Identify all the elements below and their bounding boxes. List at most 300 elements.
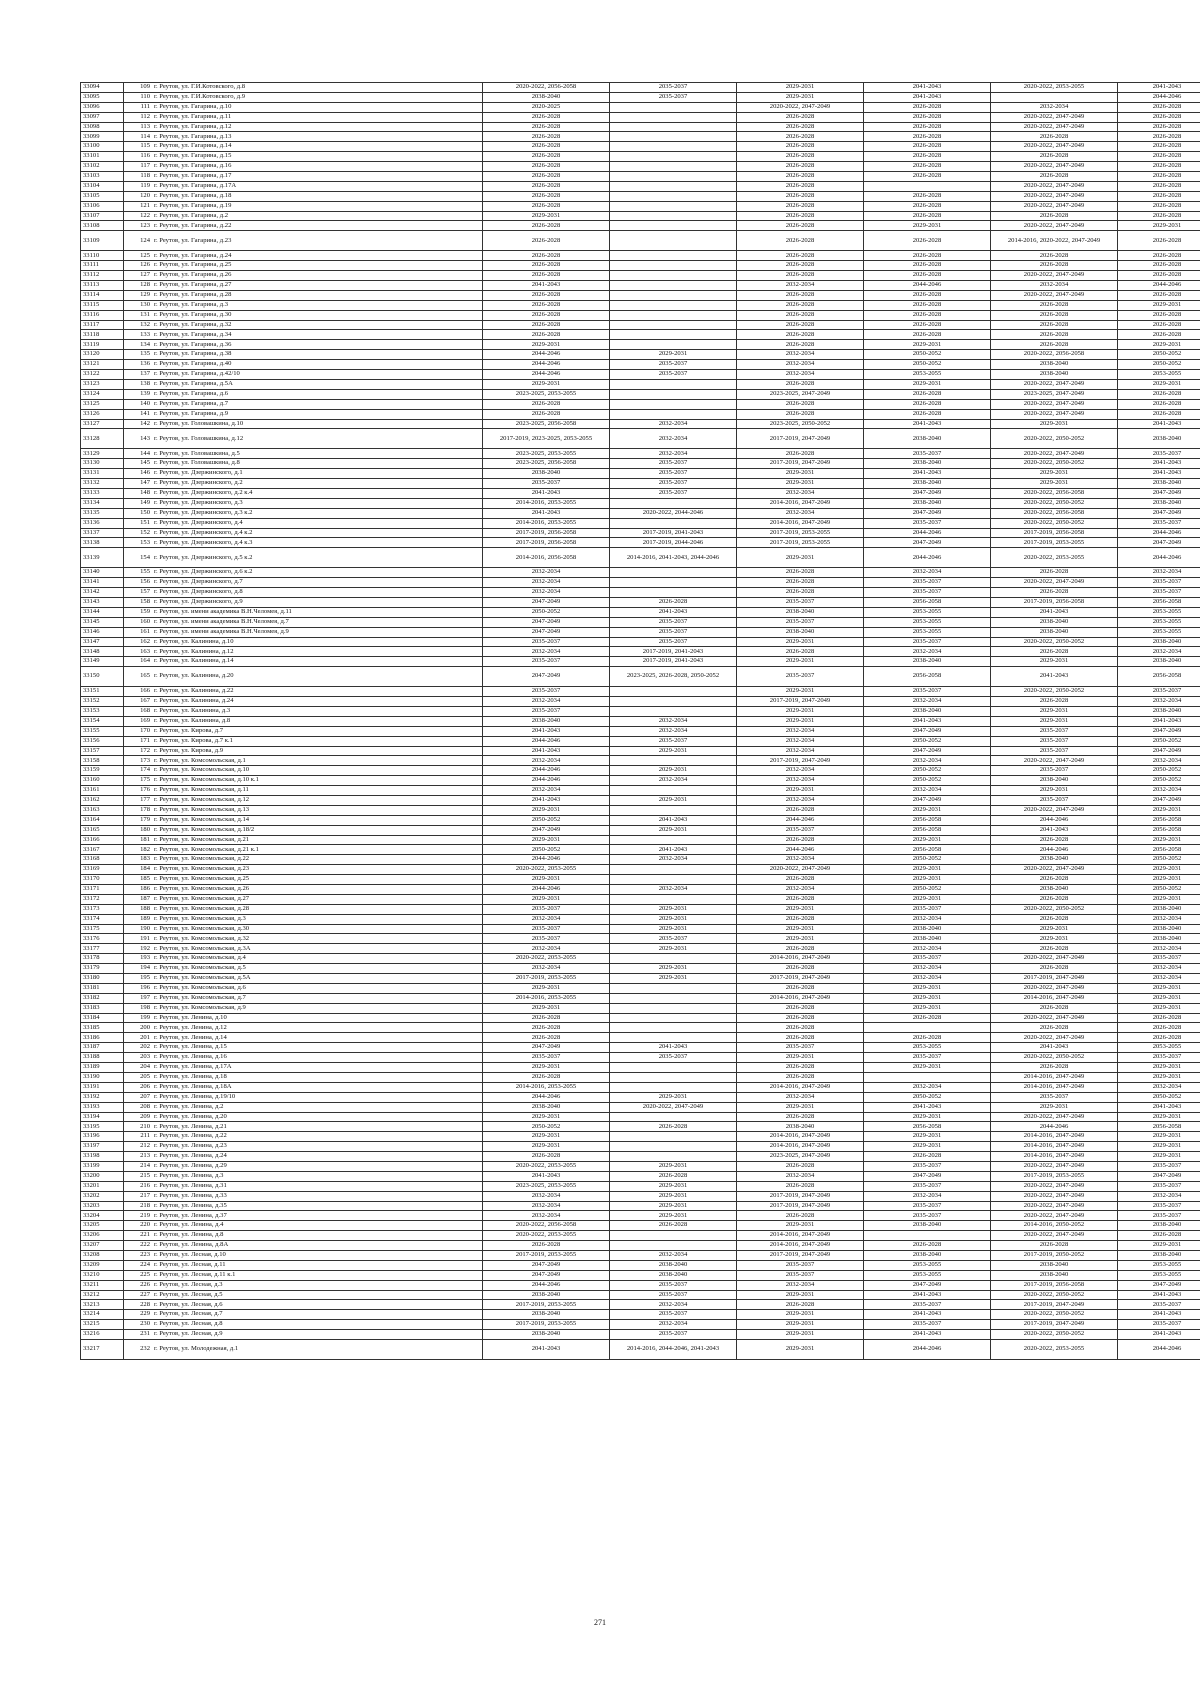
period-cell-5: 2020-2022, 2047-2049 [991,756,1118,766]
period-cell-4: 2053-2055 [864,1260,991,1270]
table-row [81,162,1200,172]
period-cell-3: 2032-2034 [737,281,864,291]
period-cell-3: 2026-2028 [737,875,864,885]
address-cell: г. Реутов, ул. Гагарина, д.32 [152,320,483,330]
row-id-cell: 33181 [81,983,124,993]
period-cell-6: 2032-2034 [1118,944,1200,954]
period-cell-2: 2032-2034 [610,885,737,895]
row-number-cell: 115 [124,142,153,152]
row-id-cell: 33159 [81,766,124,776]
row-id-cell: 33146 [81,627,124,637]
table-row [81,617,1200,627]
address-cell: г. Реутов, ул. Дзержинского, д.3 [152,498,483,508]
period-cell-6: 2050-2052 [1118,766,1200,776]
row-number-cell: 157 [124,588,153,598]
period-cell-1: 2032-2034 [483,1201,610,1211]
address-cell: г. Реутов, ул. Калинина, д.24 [152,697,483,707]
period-cell-6: 2053-2055 [1118,1260,1200,1270]
row-id-cell: 33205 [81,1221,124,1231]
address-cell: г. Реутов, ул. Комсомольская, д.11 [152,786,483,796]
row-number-cell: 201 [124,1033,153,1043]
period-cell-6: 2044-2046 [1118,548,1200,568]
row-number-cell: 187 [124,894,153,904]
period-cell-5: 2020-2022, 2056-2058 [991,350,1118,360]
row-number-cell: 203 [124,1053,153,1063]
table-row [81,796,1200,806]
address-cell: г. Реутов, ул. Гагарина, д.3 [152,300,483,310]
row-number-cell: 110 [124,92,153,102]
period-cell-2 [610,290,737,300]
period-cell-3: 2032-2034 [737,796,864,806]
period-cell-6: 2038-2040 [1118,706,1200,716]
table-row [81,528,1200,538]
row-number-cell: 148 [124,488,153,498]
period-cell-6: 2029-2031 [1118,875,1200,885]
period-cell-2: 2038-2040 [610,1270,737,1280]
address-cell: г. Реутов, ул. Гагарина, д.10 [152,102,483,112]
period-cell-5: 2029-2031 [991,1102,1118,1112]
row-id-cell: 33161 [81,786,124,796]
period-cell-1: 2017-2019, 2053-2055 [483,1300,610,1310]
row-number-cell: 164 [124,657,153,667]
row-number-cell: 194 [124,964,153,974]
period-cell-6: 2041-2043 [1118,716,1200,726]
row-number-cell: 218 [124,1201,153,1211]
address-cell: г. Реутов, ул. Гагарина, д.38 [152,350,483,360]
period-cell-4: 2035-2037 [864,687,991,697]
period-cell-1: 2032-2034 [483,578,610,588]
address-cell: г. Реутов, ул. Ленина, д.8 [152,1231,483,1241]
period-cell-4: 2044-2046 [864,548,991,568]
period-cell-5: 2038-2040 [991,885,1118,895]
address-cell: г. Реутов, ул. Комсомольская, д.32 [152,934,483,944]
table-row [81,607,1200,617]
period-cell-5: 2020-2022, 2047-2049 [991,112,1118,122]
row-id-cell: 33096 [81,102,124,112]
period-cell-4: 2056-2058 [864,1122,991,1132]
period-cell-2: 2032-2034 [610,1300,737,1310]
row-number-cell: 167 [124,697,153,707]
table-row [81,360,1200,370]
period-cell-3: 2026-2028 [737,1063,864,1073]
table-row [81,290,1200,300]
period-cell-2: 2032-2034 [610,429,737,449]
period-cell-5: 2014-2016, 2047-2049 [991,1132,1118,1142]
period-cell-1: 2032-2034 [483,588,610,598]
address-cell: г. Реутов, ул. Ленина, д.12 [152,1023,483,1033]
period-cell-1: 2026-2028 [483,162,610,172]
period-cell-5: 2020-2022, 2056-2058 [991,488,1118,498]
period-cell-5: 2026-2028 [991,944,1118,954]
period-cell-4: 2038-2040 [864,657,991,667]
period-cell-4: 2026-2028 [864,310,991,320]
period-cell-4: 2035-2037 [864,1320,991,1330]
table-row [81,756,1200,766]
address-cell: г. Реутов, ул. Комсомольская, д.21 [152,835,483,845]
address-cell: г. Реутов, ул. Лесная, д.7 [152,1310,483,1320]
period-cell-5: 2035-2037 [991,1092,1118,1102]
period-cell-1: 2023-2025, 2053-2055 [483,389,610,399]
period-cell-4: 2026-2028 [864,132,991,142]
period-cell-2 [610,379,737,389]
row-id-cell: 33149 [81,657,124,667]
period-cell-2: 2029-2031 [610,924,737,934]
period-cell-6: 2041-2043 [1118,1102,1200,1112]
row-number-cell: 220 [124,1221,153,1231]
address-cell: г. Реутов, ул. Гагарина, д.22 [152,221,483,231]
period-cell-6: 2053-2055 [1118,1270,1200,1280]
period-cell-4: 2029-2031 [864,983,991,993]
address-cell: г. Реутов, ул. Калинина, д.22 [152,687,483,697]
period-cell-1: 2026-2028 [483,251,610,261]
period-cell-4: 2041-2043 [864,83,991,93]
row-id-cell: 33099 [81,132,124,142]
period-cell-2: 2038-2040 [610,1260,737,1270]
period-cell-5: 2020-2022, 2047-2049 [991,954,1118,964]
period-cell-3: 2032-2034 [737,350,864,360]
period-cell-4: 2032-2034 [864,914,991,924]
period-cell-3: 2032-2034 [737,360,864,370]
table-row [81,548,1200,568]
row-id-cell: 33123 [81,379,124,389]
address-cell: г. Реутов, ул. Ленина, д.21 [152,1122,483,1132]
period-cell-4: 2026-2028 [864,112,991,122]
row-number-cell: 214 [124,1161,153,1171]
table-row [81,1102,1200,1112]
row-number-cell: 117 [124,162,153,172]
period-cell-4: 2026-2028 [864,1033,991,1043]
period-cell-3: 2014-2016, 2047-2049 [737,1132,864,1142]
period-cell-6: 2035-2037 [1118,1300,1200,1310]
period-cell-5: 2023-2025, 2047-2049 [991,389,1118,399]
period-cell-3: 2017-2019, 2047-2049 [737,1250,864,1260]
period-cell-4: 2032-2034 [864,974,991,984]
period-cell-4 [864,1072,991,1082]
row-id-cell: 33153 [81,706,124,716]
row-number-cell: 180 [124,825,153,835]
address-cell: г. Реутов, ул. Кирова, д.7 к.1 [152,736,483,746]
period-cell-3: 2017-2019, 2047-2049 [737,1201,864,1211]
table-row [81,488,1200,498]
period-cell-2 [610,261,737,271]
period-cell-2: 2014-2016, 2044-2046, 2041-2043 [610,1339,737,1359]
period-cell-1: 2029-2031 [483,1003,610,1013]
address-cell: г. Реутов, ул. Ленина, д.18 [152,1072,483,1082]
period-cell-1: 2035-2037 [483,637,610,647]
period-cell-6: 2050-2052 [1118,885,1200,895]
period-cell-5: 2041-2043 [991,667,1118,687]
period-cell-3: 2044-2046 [737,845,864,855]
row-number-cell: 121 [124,201,153,211]
period-cell-2 [610,588,737,598]
row-number-cell: 210 [124,1122,153,1132]
table-row [81,498,1200,508]
period-cell-5: 2020-2022, 2050-2052 [991,459,1118,469]
row-id-cell: 33126 [81,409,124,419]
table-row [81,389,1200,399]
row-id-cell: 33111 [81,261,124,271]
period-cell-4: 2050-2052 [864,1092,991,1102]
period-cell-5: 2020-2022, 2047-2049 [991,1112,1118,1122]
table-row [81,706,1200,716]
period-cell-2 [610,1112,737,1122]
row-id-cell: 33168 [81,855,124,865]
row-id-cell: 33151 [81,687,124,697]
row-id-cell: 33174 [81,914,124,924]
table-row [81,330,1200,340]
period-cell-6: 2029-2031 [1118,1063,1200,1073]
period-cell-1: 2023-2025, 2056-2058 [483,459,610,469]
period-cell-3: 2029-2031 [737,1102,864,1112]
period-cell-4: 2053-2055 [864,1270,991,1280]
period-cell-1: 2026-2028 [483,409,610,419]
period-cell-5: 2020-2022, 2047-2049 [991,1033,1118,1043]
row-id-cell: 33143 [81,597,124,607]
table-row [81,261,1200,271]
address-cell: г. Реутов, ул. Ленина, д.23 [152,1142,483,1152]
period-cell-4: 2032-2034 [864,647,991,657]
table-row [81,1280,1200,1290]
period-cell-3: 2026-2028 [737,1300,864,1310]
period-cell-1: 2026-2028 [483,290,610,300]
period-cell-3: 2014-2016, 2047-2049 [737,993,864,1003]
period-cell-3: 2032-2034 [737,736,864,746]
row-number-cell: 208 [124,1102,153,1112]
address-cell: г. Реутов, ул. Гагарина, д.24 [152,251,483,261]
row-id-cell: 33114 [81,290,124,300]
period-cell-6: 2035-2037 [1118,1320,1200,1330]
address-cell: г. Реутов, ул. Комсомольская, д.4 [152,954,483,964]
row-number-cell: 171 [124,736,153,746]
period-cell-4: 2029-2031 [864,894,991,904]
period-cell-5: 2038-2040 [991,617,1118,627]
row-number-cell: 197 [124,993,153,1003]
table-row [81,904,1200,914]
address-cell: г. Реутов, ул. Ленина, д.10 [152,1013,483,1023]
period-cell-2 [610,894,737,904]
period-cell-1: 2017-2019, 2053-2055 [483,974,610,984]
period-cell-6: 2053-2055 [1118,617,1200,627]
address-cell: г. Реутов, ул. Ленина, д.22 [152,1132,483,1142]
period-cell-3: 2029-2031 [737,469,864,479]
period-cell-3: 2029-2031 [737,786,864,796]
period-cell-3: 2035-2037 [737,617,864,627]
address-cell: г. Реутов, ул. Комсомольская, д.10 к.1 [152,776,483,786]
table-row [81,1241,1200,1251]
period-cell-4: 2026-2028 [864,1013,991,1023]
address-cell: г. Реутов, ул. Гагарина, д.36 [152,340,483,350]
period-cell-3: 2029-2031 [737,1290,864,1300]
row-number-cell: 140 [124,399,153,409]
address-cell: г. Реутов, ул. Головашкина, д.10 [152,419,483,429]
table-row [81,815,1200,825]
table-row [81,667,1200,687]
table-row [81,647,1200,657]
row-number-cell: 161 [124,627,153,637]
period-cell-5: 2017-2019, 2056-2058 [991,1280,1118,1290]
period-cell-2 [610,231,737,251]
table-row [81,112,1200,122]
row-id-cell: 33160 [81,776,124,786]
period-cell-6: 2029-2031 [1118,865,1200,875]
period-cell-1: 2026-2028 [483,1013,610,1023]
period-cell-1: 2026-2028 [483,399,610,409]
period-cell-2 [610,568,737,578]
period-cell-4: 2029-2031 [864,1132,991,1142]
table-row [81,172,1200,182]
period-cell-6: 2038-2040 [1118,1221,1200,1231]
period-cell-2 [610,142,737,152]
period-cell-1: 2026-2028 [483,122,610,132]
address-cell: г. Реутов, ул. Гагарина, д.19 [152,201,483,211]
period-cell-5: 2032-2034 [991,281,1118,291]
period-cell-3: 2032-2034 [737,855,864,865]
row-id-cell: 33216 [81,1330,124,1340]
period-cell-6: 2029-2031 [1118,340,1200,350]
table-row [81,934,1200,944]
period-cell-6: 2044-2046 [1118,1339,1200,1359]
period-cell-2 [610,706,737,716]
period-cell-4: 2029-2031 [864,1112,991,1122]
period-cell-6: 2044-2046 [1118,528,1200,538]
period-cell-5: 2020-2022, 2047-2049 [991,290,1118,300]
row-id-cell: 33208 [81,1250,124,1260]
row-id-cell: 33112 [81,271,124,281]
period-cell-1: 2029-2031 [483,805,610,815]
address-cell: г. Реутов, ул. имени академика В.Н.Челомея, д.11 [152,607,483,617]
address-cell: г. Реутов, ул. Калинина, д.10 [152,637,483,647]
row-id-cell: 33155 [81,726,124,736]
period-cell-3: 2026-2028 [737,1003,864,1013]
period-cell-1: 2044-2046 [483,766,610,776]
table-row [81,786,1200,796]
row-number-cell: 150 [124,508,153,518]
table-row [81,1250,1200,1260]
period-cell-5: 2020-2022, 2053-2055 [991,1339,1118,1359]
period-cell-3: 2029-2031 [737,687,864,697]
period-cell-2: 2035-2037 [610,459,737,469]
period-cell-2: 2035-2037 [610,1053,737,1063]
address-cell: г. Реутов, ул. Ленина, д.16 [152,1053,483,1063]
period-cell-2 [610,1082,737,1092]
period-cell-2 [610,201,737,211]
table-row [81,746,1200,756]
address-cell: г. Реутов, ул. Лесная, д.11 [152,1260,483,1270]
period-cell-5: 2026-2028 [991,340,1118,350]
period-cell-1: 2020-2022, 2056-2058 [483,1221,610,1231]
period-cell-3: 2026-2028 [737,201,864,211]
row-id-cell: 33194 [81,1112,124,1122]
period-cell-5: 2020-2022, 2050-2052 [991,1310,1118,1320]
row-number-cell: 111 [124,102,153,112]
period-cell-4: 2044-2046 [864,281,991,291]
table-row [81,964,1200,974]
period-cell-3: 2026-2028 [737,379,864,389]
period-cell-2 [610,310,737,320]
address-cell: г. Реутов, ул. Гагарина, д.12 [152,122,483,132]
period-cell-3: 2032-2034 [737,776,864,786]
address-cell: г. Реутов, ул. Гагарина, д.17А [152,181,483,191]
period-cell-6: 2047-2049 [1118,726,1200,736]
period-cell-2 [610,122,737,132]
row-number-cell: 151 [124,518,153,528]
period-cell-2: 2029-2031 [610,1201,737,1211]
period-cell-6: 2029-2031 [1118,993,1200,1003]
period-cell-4: 2053-2055 [864,1043,991,1053]
row-number-cell: 182 [124,845,153,855]
period-cell-5: 2020-2022, 2050-2052 [991,498,1118,508]
row-id-cell: 33176 [81,934,124,944]
row-number-cell: 174 [124,766,153,776]
address-cell: г. Реутов, ул. Кирова, д.7 [152,726,483,736]
period-cell-2 [610,389,737,399]
period-cell-1: 2026-2028 [483,132,610,142]
period-cell-6: 2035-2037 [1118,687,1200,697]
address-cell: г. Реутов, ул. Ленина, д.8А [152,1241,483,1251]
period-cell-6: 2035-2037 [1118,588,1200,598]
period-cell-6: 2026-2028 [1118,271,1200,281]
period-cell-1: 2044-2046 [483,855,610,865]
table-row [81,1270,1200,1280]
period-cell-6: 2029-2031 [1118,379,1200,389]
row-number-cell: 116 [124,152,153,162]
row-id-cell: 33197 [81,1142,124,1152]
period-cell-5: 2026-2028 [991,875,1118,885]
address-cell: г. Реутов, ул. Комсомольская, д.10 [152,766,483,776]
period-cell-1: 2026-2028 [483,152,610,162]
row-id-cell: 33191 [81,1082,124,1092]
period-cell-1: 2026-2028 [483,181,610,191]
table-row [81,459,1200,469]
period-cell-6: 2038-2040 [1118,637,1200,647]
row-number-cell: 166 [124,687,153,697]
period-cell-4: 2041-2043 [864,1102,991,1112]
row-number-cell: 228 [124,1300,153,1310]
row-id-cell: 33150 [81,667,124,687]
row-number-cell: 221 [124,1231,153,1241]
table-row [81,1072,1200,1082]
period-cell-6: 2047-2049 [1118,1280,1200,1290]
table-row [81,1300,1200,1310]
period-cell-1: 2041-2043 [483,488,610,498]
row-number-cell: 149 [124,498,153,508]
row-number-cell: 146 [124,469,153,479]
period-cell-5: 2020-2022, 2047-2049 [991,1211,1118,1221]
period-cell-6: 2047-2049 [1118,1171,1200,1181]
period-cell-6: 2029-2031 [1118,894,1200,904]
period-cell-4: 2026-2028 [864,172,991,182]
period-cell-6: 2035-2037 [1118,1053,1200,1063]
period-cell-2: 2026-2028 [610,1122,737,1132]
row-id-cell: 33156 [81,736,124,746]
period-cell-5: 2020-2022, 2050-2052 [991,687,1118,697]
period-cell-2: 2035-2037 [610,83,737,93]
row-number-cell: 215 [124,1171,153,1181]
period-cell-6: 2050-2052 [1118,855,1200,865]
row-id-cell: 33115 [81,300,124,310]
address-cell: г. Реутов, ул. Гагарина, д.25 [152,261,483,271]
period-cell-3: 2026-2028 [737,1013,864,1023]
row-number-cell: 173 [124,756,153,766]
table-row [81,409,1200,419]
period-cell-6: 2029-2031 [1118,300,1200,310]
period-cell-1: 2026-2028 [483,1241,610,1251]
period-cell-4: 2026-2028 [864,1241,991,1251]
row-id-cell: 33148 [81,647,124,657]
period-cell-3: 2029-2031 [737,1339,864,1359]
period-cell-5: 2020-2022, 2053-2055 [991,83,1118,93]
period-cell-4: 2026-2028 [864,231,991,251]
